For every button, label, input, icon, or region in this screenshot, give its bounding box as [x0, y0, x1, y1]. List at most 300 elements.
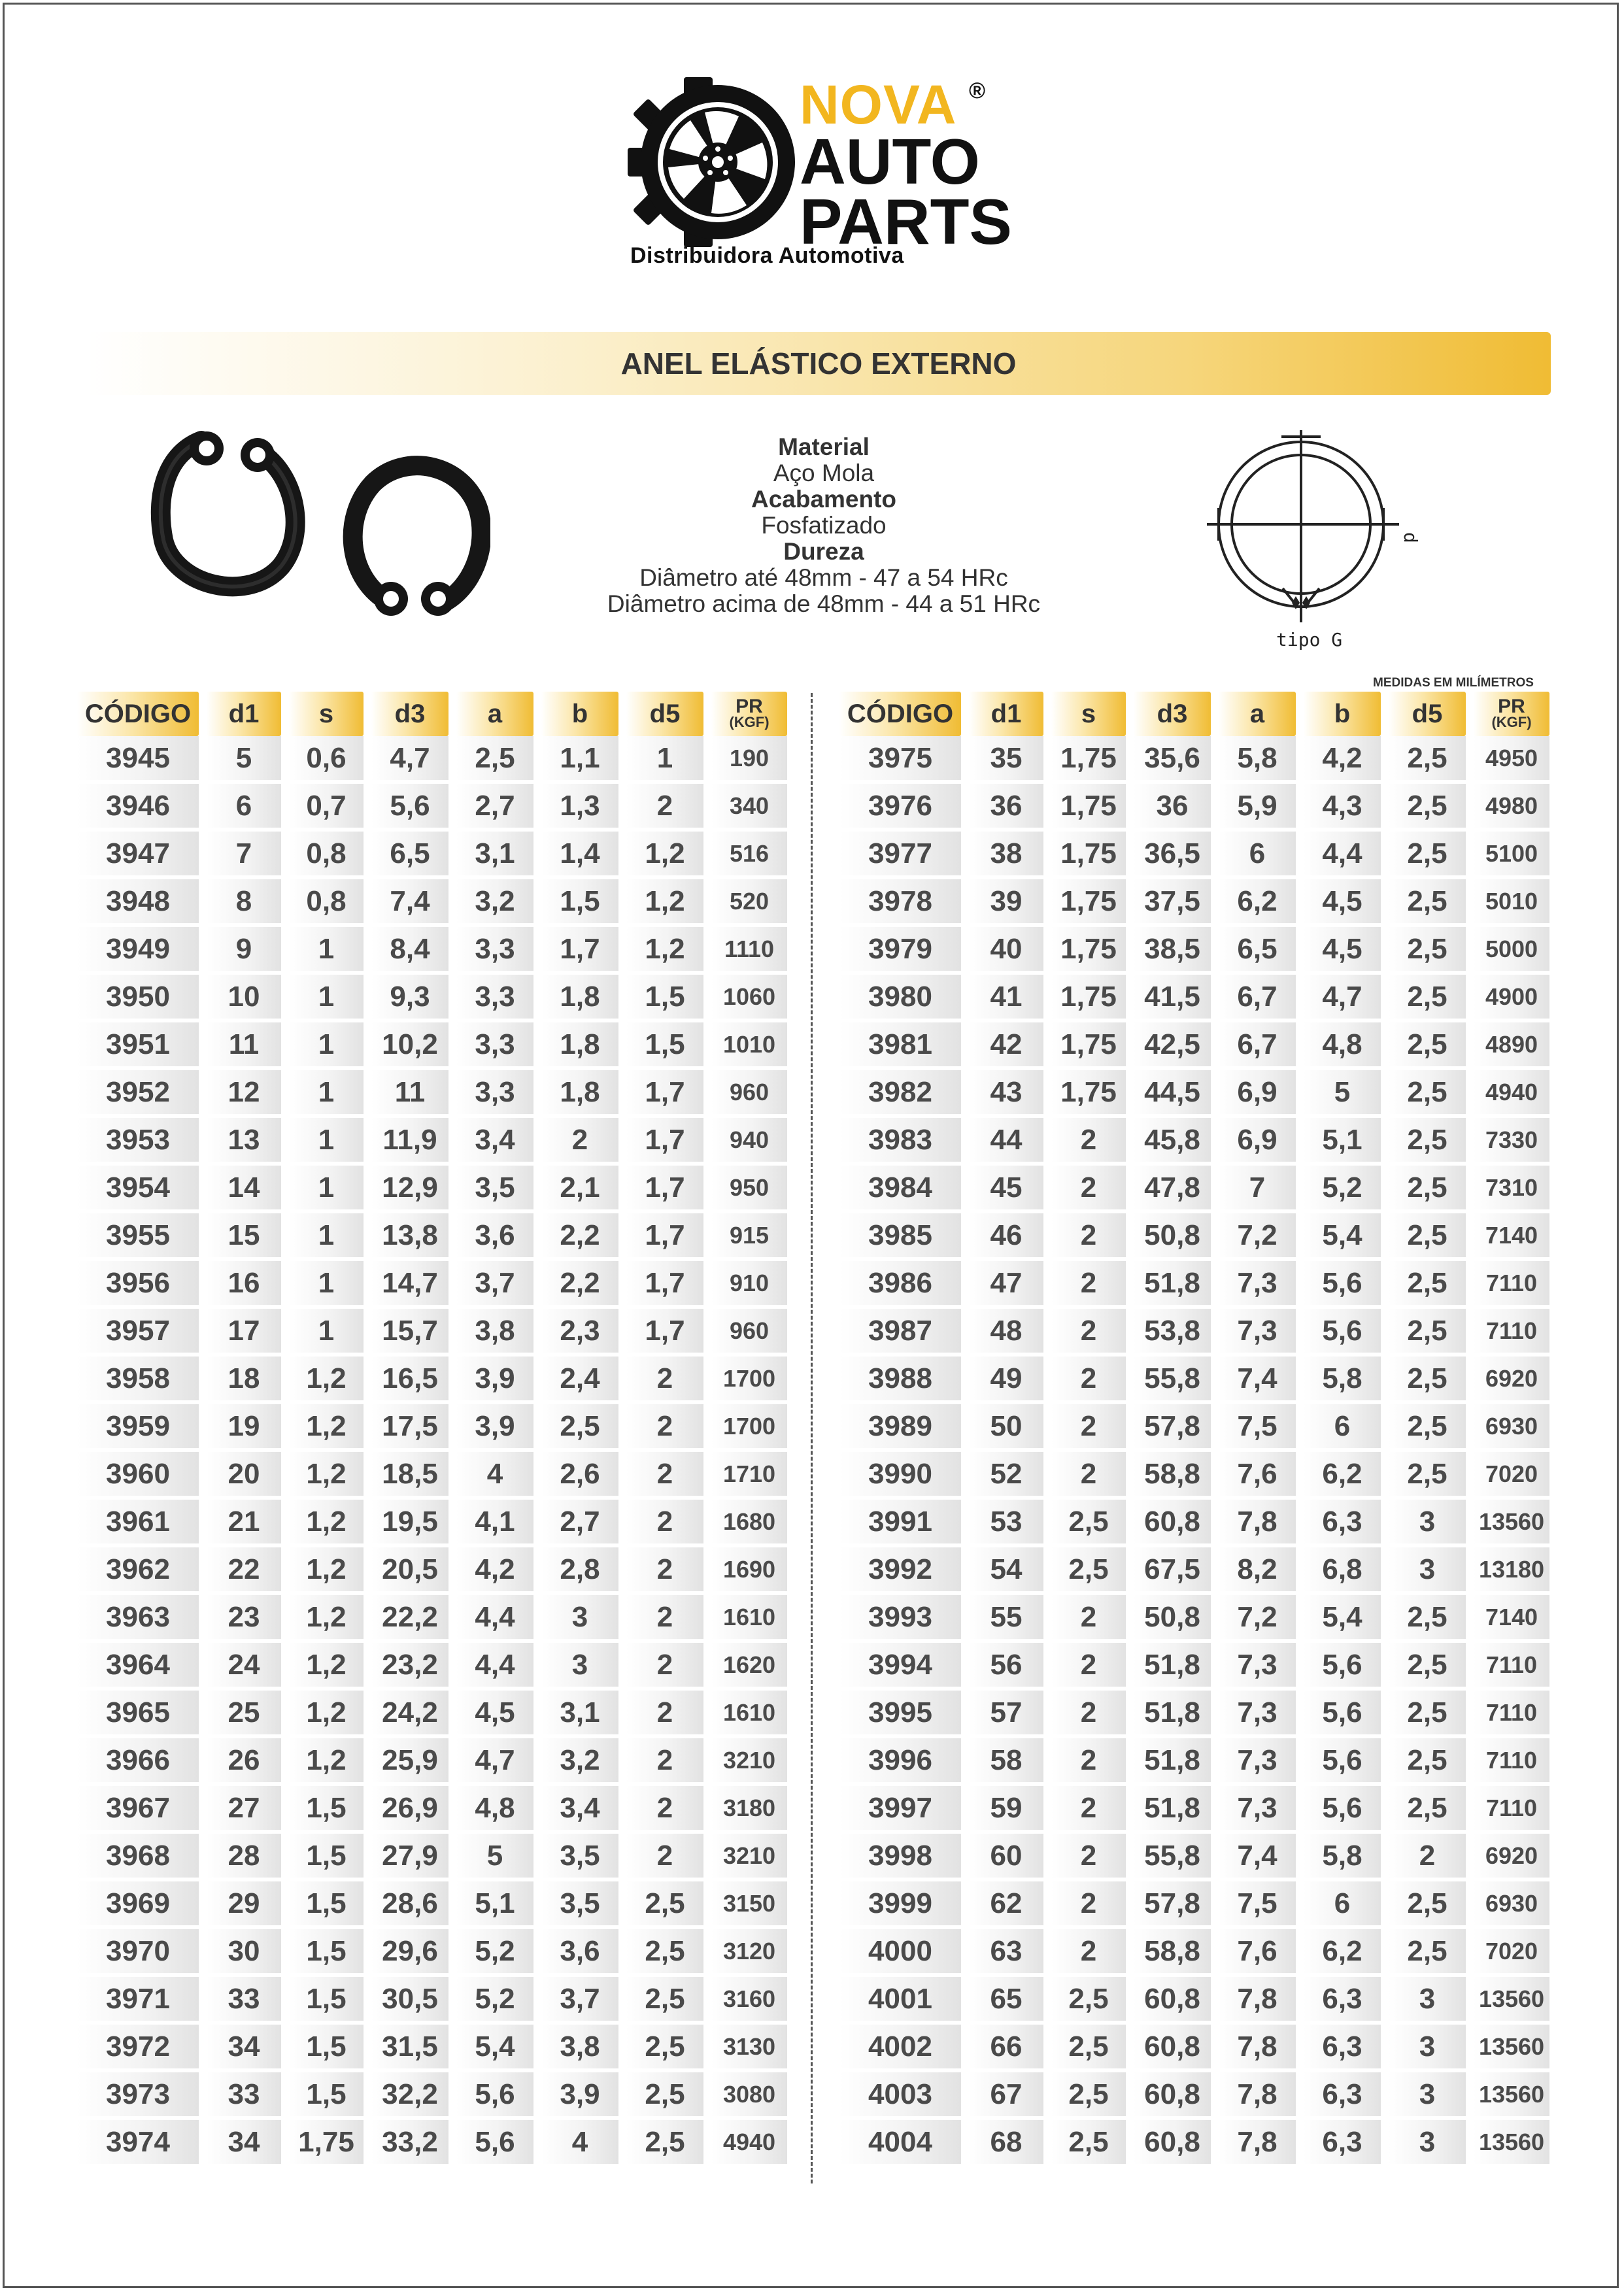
cell-d3: 51,8 [1134, 1261, 1211, 1305]
cell-b: 6,3 [1304, 2025, 1381, 2068]
cell-s: 2 [1051, 1643, 1126, 1687]
table-row [77, 1786, 795, 1830]
table-row [77, 1357, 795, 1400]
cell-d1: 68 [969, 2120, 1043, 2164]
cell-d5: 2 [626, 1547, 703, 1591]
cell-s: 2 [1051, 1213, 1126, 1257]
cell-codigo: 3949 [77, 927, 199, 971]
cell-d3: 10,2 [371, 1022, 448, 1066]
cell-s: 2 [1051, 1738, 1126, 1782]
cell-a: 3,3 [456, 1022, 533, 1066]
cell-d5: 3 [1389, 2025, 1466, 2068]
cell-d5: 2,5 [626, 1977, 703, 2021]
cell-codigo: 3998 [839, 1834, 961, 1878]
cell-b: 6,3 [1304, 2072, 1381, 2116]
table-row [77, 1022, 795, 1066]
cell-d3: 17,5 [371, 1404, 448, 1448]
cell-pr: 13560 [1474, 1977, 1549, 2021]
cell-b: 2,6 [541, 1452, 618, 1496]
table-row [77, 1213, 795, 1257]
cell-d1: 46 [969, 1213, 1043, 1257]
cell-b: 6 [1304, 1881, 1381, 1925]
cell-b: 3,7 [541, 1977, 618, 2021]
cell-d3: 15,7 [371, 1309, 448, 1353]
cell-d3: 60,8 [1134, 2025, 1211, 2068]
table-row [839, 784, 1557, 828]
table-row [77, 1691, 795, 1734]
cell-s: 1,2 [289, 1643, 364, 1687]
cell-s: 1,5 [289, 1977, 364, 2021]
col-header-a: a [1219, 692, 1296, 736]
cell-d3: 58,8 [1134, 1929, 1211, 1973]
cell-codigo: 4001 [839, 1977, 961, 2021]
cell-b: 3,9 [541, 2072, 618, 2116]
cell-d1: 60 [969, 1834, 1043, 1878]
cell-s: 1 [289, 1261, 364, 1305]
cell-d1: 23 [207, 1595, 281, 1639]
diagram-d-label: d [1400, 532, 1421, 543]
cell-a: 2,7 [456, 784, 533, 828]
cell-d1: 29 [207, 1881, 281, 1925]
cell-s: 1,75 [1051, 975, 1126, 1019]
table-row [77, 1404, 795, 1448]
cell-a: 4,5 [456, 1691, 533, 1734]
cell-s: 0,8 [289, 879, 364, 923]
cell-s: 1,5 [289, 2072, 364, 2116]
table-row [839, 1070, 1557, 1114]
cell-d3: 57,8 [1134, 1404, 1211, 1448]
cell-b: 2,3 [541, 1309, 618, 1353]
table-row [839, 1452, 1557, 1496]
cell-a: 7 [1219, 1166, 1296, 1209]
cell-a: 8,2 [1219, 1547, 1296, 1591]
cell-s: 1,5 [289, 1881, 364, 1925]
cell-a: 7,5 [1219, 1404, 1296, 1448]
cell-d1: 59 [969, 1786, 1043, 1830]
cell-d3: 47,8 [1134, 1166, 1211, 1209]
cell-b: 6 [1304, 1404, 1381, 1448]
cell-d5: 2 [626, 1643, 703, 1687]
cell-d5: 2,5 [1389, 975, 1466, 1019]
cell-d3: 26,9 [371, 1786, 448, 1830]
table-row [77, 1595, 795, 1639]
col-header-d5: d5 [1389, 692, 1466, 736]
registered-mark: ® [969, 78, 986, 103]
cell-b: 4,2 [1304, 736, 1381, 780]
table-row [839, 1118, 1557, 1162]
cell-s: 1,75 [1051, 784, 1126, 828]
table-row [77, 1500, 795, 1543]
table-row [839, 1022, 1557, 1066]
gear-wheel-icon [628, 77, 798, 247]
cell-a: 6 [1219, 832, 1296, 875]
cell-d5: 2,5 [1389, 1738, 1466, 1782]
cell-s: 2 [1051, 1357, 1126, 1400]
cell-d3: 55,8 [1134, 1834, 1211, 1878]
cell-d5: 2,5 [1389, 1213, 1466, 1257]
cell-codigo: 3984 [839, 1166, 961, 1209]
cell-pr: 7110 [1474, 1261, 1549, 1305]
cell-codigo: 3987 [839, 1309, 961, 1353]
col-header-s: s [1051, 692, 1126, 736]
cell-s: 2 [1051, 1404, 1126, 1448]
cell-d3: 60,8 [1134, 1977, 1211, 2021]
cell-d3: 32,2 [371, 2072, 448, 2116]
cell-s: 0,8 [289, 832, 364, 875]
cell-d3: 4,7 [371, 736, 448, 780]
cell-d1: 42 [969, 1022, 1043, 1066]
col-header-d1: d1 [207, 692, 281, 736]
cell-pr: 516 [711, 832, 787, 875]
cell-d5: 2,5 [626, 2072, 703, 2116]
cell-d1: 25 [207, 1691, 281, 1734]
cell-d1: 28 [207, 1834, 281, 1878]
table-row [839, 1595, 1557, 1639]
cell-d5: 1,2 [626, 879, 703, 923]
cell-a: 7,8 [1219, 1977, 1296, 2021]
cell-a: 4,7 [456, 1738, 533, 1782]
cell-b: 3,4 [541, 1786, 618, 1830]
table-row [77, 1977, 795, 2021]
cell-pr: 3210 [711, 1834, 787, 1878]
cell-d1: 19 [207, 1404, 281, 1448]
table-row [77, 1261, 795, 1305]
cell-codigo: 3952 [77, 1070, 199, 1114]
cell-b: 6,2 [1304, 1452, 1381, 1496]
cell-b: 5,6 [1304, 1786, 1381, 1830]
cell-pr: 7020 [1474, 1452, 1549, 1496]
cell-s: 2 [1051, 1452, 1126, 1496]
cell-a: 7,8 [1219, 2025, 1296, 2068]
cell-a: 3,7 [456, 1261, 533, 1305]
cell-pr: 6930 [1474, 1404, 1549, 1448]
cell-a: 3,6 [456, 1213, 533, 1257]
cell-b: 2,2 [541, 1213, 618, 1257]
table-row [839, 975, 1557, 1019]
cell-a: 6,2 [1219, 879, 1296, 923]
cell-d3: 13,8 [371, 1213, 448, 1257]
table-row [839, 2025, 1557, 2068]
cell-a: 6,7 [1219, 975, 1296, 1019]
cell-a: 5 [456, 1834, 533, 1878]
cell-d3: 53,8 [1134, 1309, 1211, 1353]
cell-s: 1,5 [289, 1929, 364, 1973]
cell-d1: 18 [207, 1357, 281, 1400]
cell-codigo: 3956 [77, 1261, 199, 1305]
cell-d3: 45,8 [1134, 1118, 1211, 1162]
cell-b: 4,5 [1304, 927, 1381, 971]
cell-d5: 2,5 [1389, 879, 1466, 923]
cell-d3: 57,8 [1134, 1881, 1211, 1925]
table-divider [811, 693, 813, 2183]
cell-a: 7,4 [1219, 1357, 1296, 1400]
cell-codigo: 3978 [839, 879, 961, 923]
cell-d1: 65 [969, 1977, 1043, 2021]
cell-b: 4,5 [1304, 879, 1381, 923]
cell-a: 5,4 [456, 2025, 533, 2068]
cell-d1: 24 [207, 1643, 281, 1687]
cell-a: 3,3 [456, 927, 533, 971]
cell-d5: 1,7 [626, 1261, 703, 1305]
cell-pr: 1610 [711, 1595, 787, 1639]
cell-pr: 6930 [1474, 1881, 1549, 1925]
cell-d3: 12,9 [371, 1166, 448, 1209]
cell-d3: 18,5 [371, 1452, 448, 1496]
cell-s: 2 [1051, 1881, 1126, 1925]
cell-a: 4,1 [456, 1500, 533, 1543]
cell-s: 2 [1051, 1834, 1126, 1878]
cell-codigo: 3969 [77, 1881, 199, 1925]
cell-d5: 2,5 [1389, 736, 1466, 780]
cell-d5: 2 [626, 1357, 703, 1400]
cell-a: 4,4 [456, 1643, 533, 1687]
table-row [839, 1357, 1557, 1400]
cell-codigo: 3982 [839, 1070, 961, 1114]
table-row [77, 975, 795, 1019]
table-row [77, 1643, 795, 1687]
cell-d5: 2,5 [1389, 1691, 1466, 1734]
cell-d1: 39 [969, 879, 1043, 923]
cell-d1: 33 [207, 1977, 281, 2021]
cell-pr: 5010 [1474, 879, 1549, 923]
cell-pr: 7110 [1474, 1738, 1549, 1782]
cell-codigo: 3997 [839, 1786, 961, 1830]
cell-pr: 3180 [711, 1786, 787, 1830]
cell-a: 4,4 [456, 1595, 533, 1639]
cell-d3: 37,5 [1134, 879, 1211, 923]
cell-b: 2 [541, 1118, 618, 1162]
cell-a: 3,3 [456, 975, 533, 1019]
cell-codigo: 3980 [839, 975, 961, 1019]
col-header-s: s [289, 692, 364, 736]
cell-pr: 13180 [1474, 1547, 1549, 1591]
material-info [562, 434, 1085, 617]
cell-d1: 16 [207, 1261, 281, 1305]
table-row [77, 2072, 795, 2116]
cell-codigo: 3963 [77, 1595, 199, 1639]
cell-pr: 13560 [1474, 1500, 1549, 1543]
cell-d3: 6,5 [371, 832, 448, 875]
cell-codigo: 3946 [77, 784, 199, 828]
cell-d5: 3 [1389, 1547, 1466, 1591]
cell-b: 6,3 [1304, 1500, 1381, 1543]
cell-pr: 190 [711, 736, 787, 780]
cell-s: 0,6 [289, 736, 364, 780]
cell-pr: 3120 [711, 1929, 787, 1973]
units-note: MEDIDAS EM MILÍMETROS [1373, 676, 1534, 690]
cell-d1: 48 [969, 1309, 1043, 1353]
table-row [839, 1213, 1557, 1257]
cell-d5: 2,5 [1389, 1022, 1466, 1066]
cell-s: 1,2 [289, 1404, 364, 1448]
cell-codigo: 3974 [77, 2120, 199, 2164]
cell-codigo: 3985 [839, 1213, 961, 1257]
cell-d1: 8 [207, 879, 281, 923]
cell-s: 1 [289, 1166, 364, 1209]
cell-d1: 14 [207, 1166, 281, 1209]
cell-a: 3,4 [456, 1118, 533, 1162]
cell-codigo: 4000 [839, 1929, 961, 1973]
table-row [839, 1881, 1557, 1925]
cell-d3: 25,9 [371, 1738, 448, 1782]
cell-d1: 10 [207, 975, 281, 1019]
cell-b: 3,6 [541, 1929, 618, 1973]
cell-a: 5,2 [456, 1977, 533, 2021]
cell-codigo: 3971 [77, 1977, 199, 2021]
hardness-label: Dureza [783, 538, 864, 565]
cell-a: 3,1 [456, 832, 533, 875]
cell-pr: 7110 [1474, 1643, 1549, 1687]
cell-s: 1 [289, 975, 364, 1019]
cell-d1: 40 [969, 927, 1043, 971]
cell-pr: 960 [711, 1309, 787, 1353]
cell-d1: 26 [207, 1738, 281, 1782]
table-row [77, 1452, 795, 1496]
cell-d1: 11 [207, 1022, 281, 1066]
cell-d1: 55 [969, 1595, 1043, 1639]
cell-s: 1,75 [1051, 927, 1126, 971]
cell-d5: 1,7 [626, 1309, 703, 1353]
col-header-pr-unit: (KGF) [1491, 714, 1532, 730]
table-row [77, 879, 795, 923]
cell-s: 2,5 [1051, 2025, 1126, 2068]
cell-codigo: 3976 [839, 784, 961, 828]
cell-b: 3 [541, 1595, 618, 1639]
cell-a: 7,3 [1219, 1643, 1296, 1687]
col-header-pr [1474, 692, 1549, 736]
cell-d5: 2 [626, 1452, 703, 1496]
table-row [839, 927, 1557, 971]
cell-a: 5,6 [456, 2072, 533, 2116]
cell-codigo: 3979 [839, 927, 961, 971]
cell-d5: 1,5 [626, 1022, 703, 1066]
cell-a: 3,8 [456, 1309, 533, 1353]
cell-b: 5,6 [1304, 1261, 1381, 1305]
cell-d5: 2,5 [1389, 927, 1466, 971]
cell-d5: 3 [1389, 2072, 1466, 2116]
cell-b: 4 [541, 2120, 618, 2164]
finish-label: Acabamento [751, 486, 897, 513]
cell-d5: 1,7 [626, 1213, 703, 1257]
cell-pr: 340 [711, 784, 787, 828]
cell-d5: 2,5 [1389, 1929, 1466, 1973]
cell-codigo: 3964 [77, 1643, 199, 1687]
table-row [839, 832, 1557, 875]
table-row [77, 1738, 795, 1782]
cell-pr: 4940 [1474, 1070, 1549, 1114]
col-header-b: b [1304, 692, 1381, 736]
cell-a: 7,3 [1219, 1738, 1296, 1782]
cell-a: 7,2 [1219, 1595, 1296, 1639]
cell-d5: 2 [626, 1738, 703, 1782]
cell-s: 1,2 [289, 1595, 364, 1639]
cell-s: 2,5 [1051, 1977, 1126, 2021]
cell-codigo: 3959 [77, 1404, 199, 1448]
cell-s: 1,75 [1051, 879, 1126, 923]
cell-d5: 2,5 [1389, 1166, 1466, 1209]
cell-d3: 9,3 [371, 975, 448, 1019]
cell-b: 3,5 [541, 1834, 618, 1878]
cell-d5: 3 [1389, 1977, 1466, 2021]
table-row [77, 832, 795, 875]
cell-d1: 30 [207, 1929, 281, 1973]
cell-d5: 1,7 [626, 1166, 703, 1209]
cell-d5: 2,5 [626, 2120, 703, 2164]
cell-d5: 2,5 [1389, 1404, 1466, 1448]
cell-b: 4,4 [1304, 832, 1381, 875]
cell-a: 3,9 [456, 1357, 533, 1400]
cell-d3: 31,5 [371, 2025, 448, 2068]
table-row [839, 1786, 1557, 1830]
cell-d1: 53 [969, 1500, 1043, 1543]
cell-s: 1,75 [1051, 832, 1126, 875]
cell-s: 2,5 [1051, 2072, 1126, 2116]
cell-b: 5,6 [1304, 1691, 1381, 1734]
cell-d1: 66 [969, 2025, 1043, 2068]
cell-d1: 56 [969, 1643, 1043, 1687]
title-bar [86, 332, 1551, 395]
cell-d3: 30,5 [371, 1977, 448, 2021]
cell-b: 2,2 [541, 1261, 618, 1305]
cell-b: 6,3 [1304, 1977, 1381, 2021]
cell-s: 2 [1051, 1595, 1126, 1639]
cell-pr: 6920 [1474, 1357, 1549, 1400]
cell-s: 1,2 [289, 1691, 364, 1734]
cell-codigo: 3970 [77, 1929, 199, 1973]
cell-b: 6,8 [1304, 1547, 1381, 1591]
cell-b: 5,6 [1304, 1643, 1381, 1687]
cell-d3: 58,8 [1134, 1452, 1211, 1496]
cell-pr: 3210 [711, 1738, 787, 1782]
cell-a: 3,3 [456, 1070, 533, 1114]
cell-s: 2,5 [1051, 2120, 1126, 2164]
cell-d3: 28,6 [371, 1881, 448, 1925]
cell-d5: 2,5 [1389, 1452, 1466, 1496]
cell-b: 6,3 [1304, 2120, 1381, 2164]
cell-d3: 8,4 [371, 927, 448, 971]
cell-pr: 1690 [711, 1547, 787, 1591]
col-header-d3: d3 [371, 692, 448, 736]
cell-d5: 2,5 [1389, 1357, 1466, 1400]
cell-pr: 1010 [711, 1022, 787, 1066]
col-header-codigo: CÓDIGO [77, 692, 199, 736]
cell-pr: 7110 [1474, 1309, 1549, 1353]
table-row [839, 1834, 1557, 1878]
cell-a: 6,9 [1219, 1118, 1296, 1162]
cell-codigo: 3975 [839, 736, 961, 780]
cell-s: 2 [1051, 1261, 1126, 1305]
cell-a: 5,2 [456, 1929, 533, 1973]
cell-d5: 2,5 [1389, 1261, 1466, 1305]
cell-s: 1 [289, 1022, 364, 1066]
cell-codigo: 3958 [77, 1357, 199, 1400]
cell-s: 1,5 [289, 1834, 364, 1878]
cell-d1: 67 [969, 2072, 1043, 2116]
cell-pr: 5100 [1474, 832, 1549, 875]
cell-d5: 2,5 [1389, 784, 1466, 828]
cell-d5: 1,5 [626, 975, 703, 1019]
cell-pr: 7140 [1474, 1595, 1549, 1639]
table-row [839, 1691, 1557, 1734]
cell-s: 1 [289, 1213, 364, 1257]
technical-diagram [1203, 426, 1438, 662]
cell-b: 2,4 [541, 1357, 618, 1400]
table-row [77, 1309, 795, 1353]
cell-s: 0,7 [289, 784, 364, 828]
cell-a: 7,3 [1219, 1261, 1296, 1305]
table-row [77, 2025, 795, 2068]
cell-d1: 41 [969, 975, 1043, 1019]
